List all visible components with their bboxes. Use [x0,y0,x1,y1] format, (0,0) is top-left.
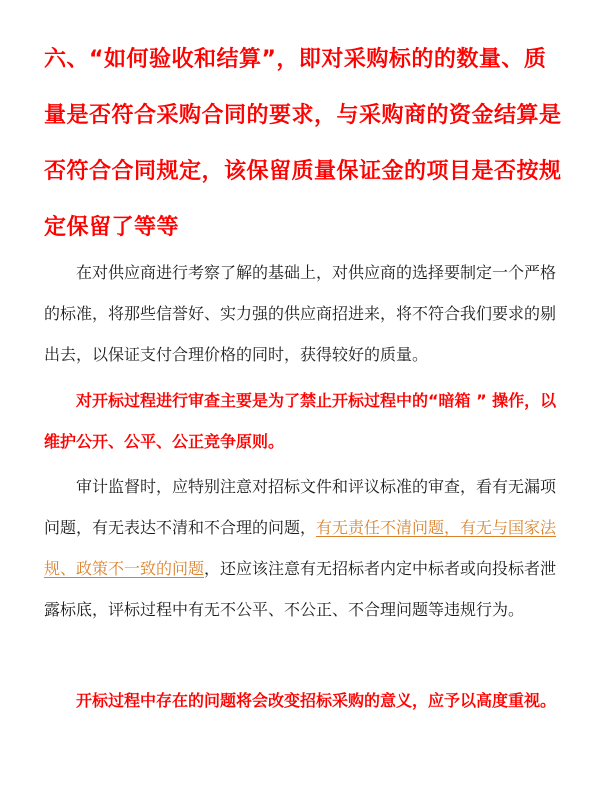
highlighted-link-text[interactable]: 有无责任不清问题，有无与国家法规、政策不一致的问题 [44,518,557,578]
paragraph-bid-opening-review: 对开标过程进行审查主要是为了禁止开标过程中的“暗箱 ” 操作，以维护公开、公平、公正竞争原则。 [44,391,557,451]
audit-text-after: ，还应该注意有无招标者内定中标者或向投标者泄露标底，评标过程中有无不公平、不公正、不合理问题等违规行为。 [44,559,557,619]
paragraph-audit-supervision [44,466,564,630]
paragraph-supplier-selection: 在对供应商进行考察了解的基础上，对供应商的选择要制定一个严格的标准，将那些信誉好、实力强的供应商招进来，将不符合我们要求的剔出去，以保证支付合理价格的同时，获得较好的质量。 [44,263,557,364]
paragraph-conclusion: 开标过程中存在的问题将会改变招标采购的意义，应予以高度重视。 [76,691,557,710]
section-heading: 六、“如何验收和结算”，即对采购标的的数量、质量是否符合采购合同的要求，与采购商的资金结算是否符合合同规定，该保留质量保证金的项目是否按规定保留了等等 [44,47,562,240]
audit-text-before: 审计监督时，应特别注意对招标文件和评议标准的审查，看有无漏项问题，有无表达不清和不合理的问题， [44,477,557,537]
